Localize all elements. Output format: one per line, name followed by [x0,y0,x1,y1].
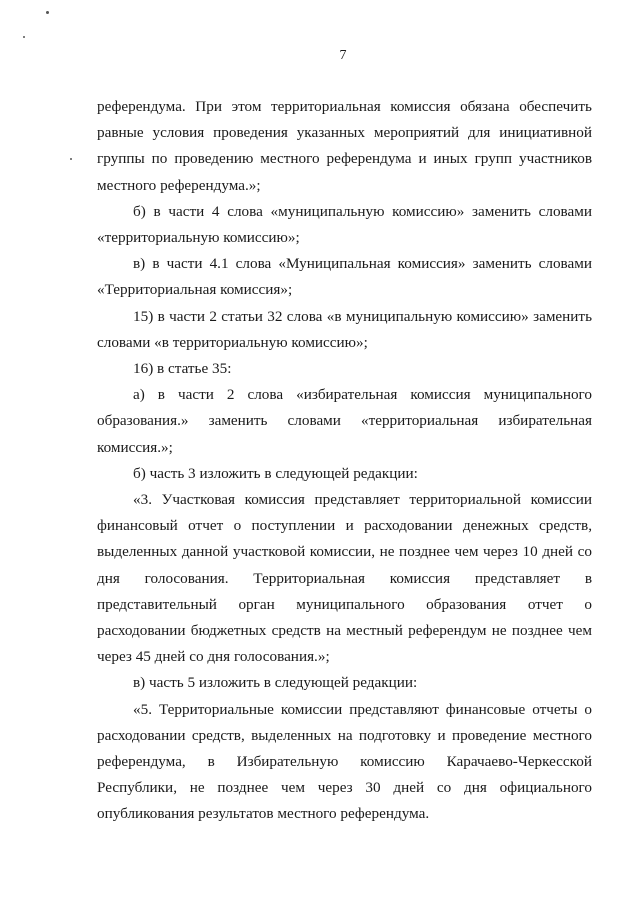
paragraph: референдума. При этом территориальная комиссия обязана обеспечить равные условия проведения указанных мероприятий для инициативной группы по проведению местного референдума и иных групп участников местного референдума.»; [97,98,592,194]
scan-speck [46,11,49,14]
page-number: 7 [339,48,347,63]
paragraph: а) в части 2 слова «избирательная комиссия муниципального образования.» заменить словами «территориальная избирательная комиссия.»; [97,386,592,456]
paragraph: «5. Территориальные комиссии представляют финансовые отчеты о расходовании средств, выделенных на подготовку и проведение местного референдума, в Избирательную комиссию Карачаево-Черкесской Республики, не позднее чем через 30 дней со дня официального опубликования результатов местного референдума. [97,700,592,823]
scan-speck [70,158,72,160]
paragraph: 16) в статье 35: [133,360,232,378]
paragraph: в) в части 4.1 слова «Муниципальная комиссия» заменить словами «Территориальная комиссия»; [97,255,592,299]
paragraph: в) часть 5 изложить в следующей редакции: [133,674,418,692]
paragraph: 15) в части 2 статьи 32 слова «в муниципальную комиссию» заменить словами «в территориальную комиссию»; [97,307,592,351]
paragraph: б) в части 4 слова «муниципальную комиссию» заменить словами «территориальную комиссию»; [97,202,592,247]
document-body [97,94,592,828]
scan-speck [23,36,25,38]
paragraph: «3. Участковая комиссия представляет территориальной комиссии финансовый отчет о поступлении и расходовании денежных средств, выделенных данной участковой комиссии, не позднее чем через 10 дней со дня голосования. Территориальная комиссия представляет в представительный орган муниципального образования отчет о расходовании бюджетных средств на местный референдум не позднее чем через 45 дней со дня голосования.»; [97,491,592,666]
paragraph: б) часть 3 изложить в следующей редакции: [133,464,418,482]
